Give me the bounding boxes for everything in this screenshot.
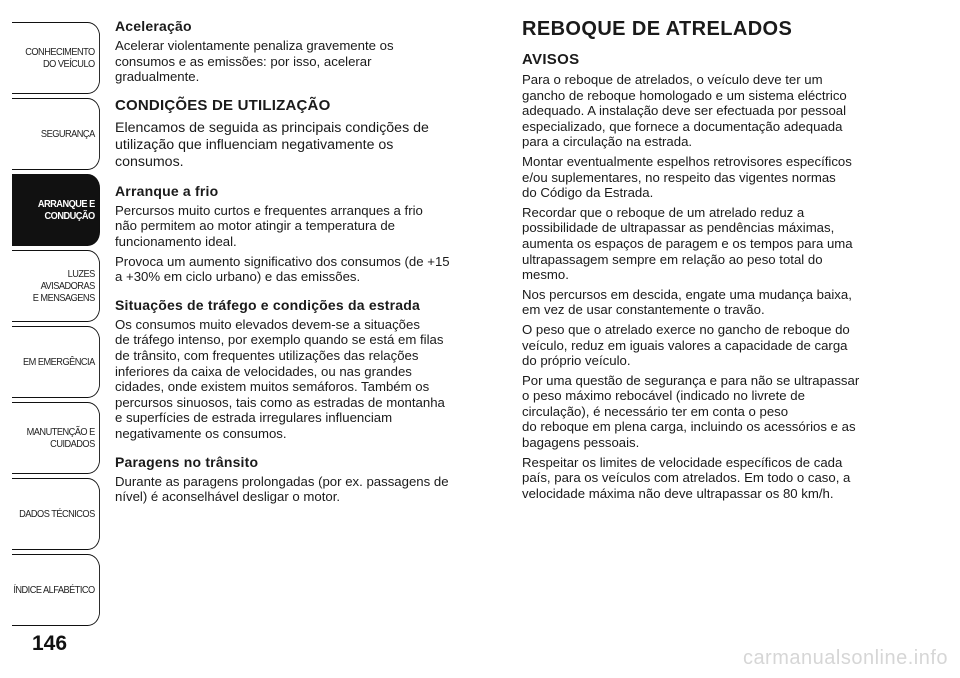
text-paragens: Durante as paragens prolongadas (por ex. passagens de nível) é aconselhável desligar o motor.	[115, 473, 449, 505]
heading-condicoes-de-utilizacao: CONDIÇÕES DE UTILIZAÇÃO	[115, 96, 331, 114]
text-avisos-5: O peso que o atrelado exerce no gancho de reboque do veículo, reduz em iguais valores a capacidade de carga do próprio veículo.	[522, 321, 850, 369]
section-aceleracao	[115, 18, 497, 85]
heading-avisos: AVISOS	[522, 51, 580, 68]
heading-paragens-no-transito: Paragens no trânsito	[115, 453, 259, 470]
text-avisos-2: Montar eventualmente espelhos retrovisores específicos e/ou suplementares, no respeito das vigentes normas do Código da Estrada.	[522, 153, 852, 201]
text-avisos-6: Por uma questão de segurança e para não se ultrapassar o peso máximo rebocável (indicado no livrete de circulação), é necessário ter em conta o peso do reboque em plena carga, incluindo os acessórios e as bagagens pessoais.	[522, 372, 860, 451]
section-paragens	[115, 454, 497, 505]
section-arranque-a-frio	[115, 183, 497, 285]
text-avisos-1: Para o reboque de atrelados, o veículo deve ter um gancho de reboque homologado e um sistema eléctrico adequado. A instalação deve ser efectuada por pessoal especializado, que fornece a documentação adequada para a circulação na estrada.	[522, 72, 847, 150]
tab-label: DADOS TÉCNICOS	[19, 508, 95, 520]
tab-label: EM EMERGÊNCIA	[23, 356, 95, 368]
page-number: 146	[32, 632, 68, 655]
section-situacoes-trafego	[115, 297, 497, 442]
tab-label: CONHECIMENTO DO VEÍCULO	[25, 46, 95, 70]
tab-label: ÍNDICE ALFABÉTICO	[13, 584, 95, 596]
tab-label: SEGURANÇA	[40, 128, 95, 140]
text-arranque-2: Provoca um aumento significativo dos consumos (de +15 a +30% em ciclo urbano) e das emissões.	[115, 253, 450, 285]
section-condicoes	[115, 97, 497, 171]
tab-arranque-e-conducao[interactable]	[12, 174, 100, 246]
heading-reboque-de-atrelados: REBOQUE DE ATRELADOS	[522, 18, 793, 40]
tab-seguranca[interactable]	[12, 98, 100, 170]
tab-dados-tecnicos[interactable]	[12, 478, 100, 550]
text-arranque-1: Percursos muito curtos e frequentes arranques a frio não permitem ao motor atingir a temperatura de funcionamento ideal.	[115, 202, 423, 249]
heading-arranque-a-frio: Arranque a frio	[115, 182, 219, 199]
tab-indice-alfabetico[interactable]	[12, 554, 100, 626]
tab-conhecimento-do-veiculo[interactable]	[12, 22, 100, 94]
text-situacoes: Os consumos muito elevados devem-se a situações de tráfego intenso, por exemplo quando se está em filas de trânsito, com frequentes utilizações das relações inferiores da caixa de velocidades, ou nas grandes cidades, onde existem muitos semáforos. Também os percursos sinuosos, tais como as estradas de montanha e superfícies de estrada irregulares influenciam negativamente os consumos.	[115, 316, 445, 441]
text-avisos-4: Nos percursos em descida, engate uma mudança baixa, em vez de usar constantemente o travão.	[522, 286, 852, 318]
right-column	[522, 18, 912, 505]
text-avisos-7: Respeitar os limites de velocidade específicos de cada país, para os veículos com atrelados. Em todo o caso, a velocidade máxima não deve ultrapassar os 80 km/h.	[522, 454, 851, 501]
tab-em-emergencia[interactable]	[12, 326, 100, 398]
watermark: carmanualsonline.info	[742, 647, 948, 669]
text-aceleracao: Acelerar violentamente penaliza gravemente os consumos e as emissões: por isso, acelerar gradualmente.	[115, 38, 394, 85]
heading-aceleracao: Aceleração	[115, 18, 192, 34]
tab-label: MANUTENÇÃO E CUIDADOS	[26, 426, 95, 450]
text-avisos-3: Recordar que o reboque de um atrelado reduz a possibilidade de ultrapassar as pendências máximas, aumenta os espaços de paragem e os tempos para uma ultrapassagem sempre em relação ao peso total do mesmo.	[522, 204, 853, 283]
left-column	[115, 18, 497, 517]
heading-situacoes-de-trafego: Situações de tráfego e condições da estrada	[115, 296, 421, 313]
tab-label: ARRANQUE E CONDUÇÃO	[37, 198, 95, 222]
tab-manutencao-e-cuidados[interactable]	[12, 402, 100, 474]
tab-luzes-avisadoras[interactable]	[12, 250, 100, 322]
text-condicoes: Elencamos de seguida as principais condições de utilização que influenciam negativamente os consumos.	[115, 119, 429, 170]
tab-label: LUZES AVISADORAS E MENSAGENS	[32, 268, 95, 304]
